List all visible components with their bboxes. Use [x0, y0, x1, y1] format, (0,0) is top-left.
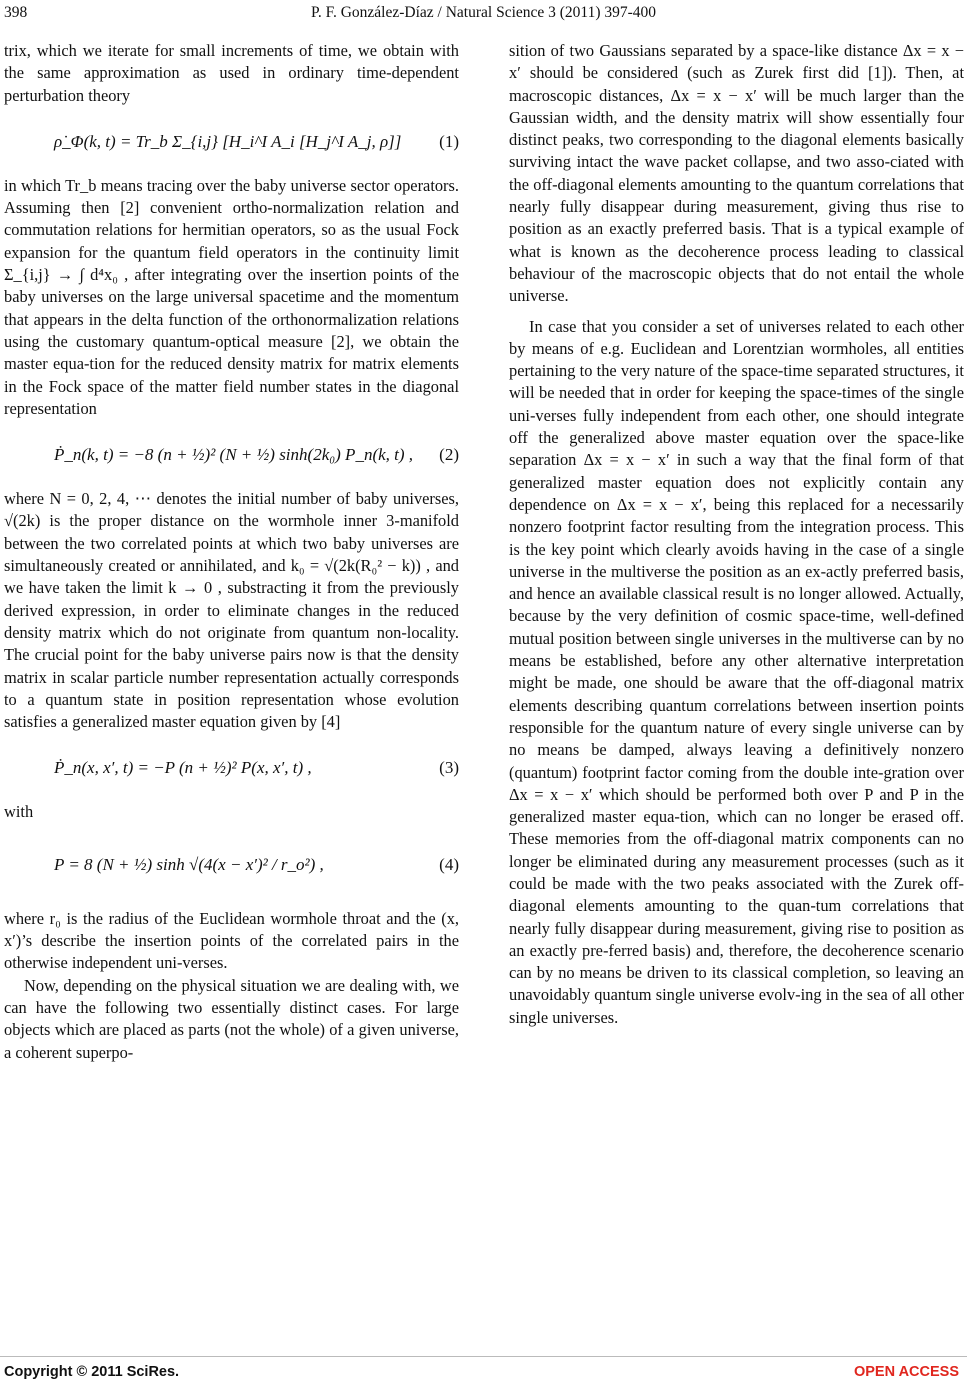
paragraph: sition of two Gaussians separated by a space-like distance Δx = x − x′ should be considered (such as Zurek first did [1]). Then, at macroscopic distances, Δx = x − x′ will be much larger than the Gaussian width, and the density matrix will show essentially four distinct peaks, two corresponding to the diagonal elements basically surviving intact the wave packet collapse, and two asso-ciated with the off-diagonal elements amounting to the quantum correlations that nearly fully disappear during measurement, giving thus rise to position as an exactly preferred basis. That is a typical example of what is known as the decoherence process leading to classical behaviour of the macroscopic objects that do not entail the whole universe. — [509, 41, 964, 306]
equation-body: Ṗ_n(x, x′, t) = −P (n + ½)² P(x, x′, t) , — [54, 758, 312, 778]
paragraph: where r₀ is the radius of the Euclidean wormhole throat and the (x, x′)’s describe the insertion points of the correlated pairs in the otherwise independent uni-verses. — [4, 908, 459, 973]
equation-1 — [4, 115, 459, 169]
equation-number: (4) — [439, 854, 459, 874]
paragraph: with — [4, 802, 34, 822]
equation-body: ρ̇_Φ(k, t) = Tr_b Σ_{i,j} [H_i^I A_i [H_j^I A_j, ρ]] — [54, 131, 402, 151]
paragraph: In case that you consider a set of universes related to each other by means of e.g. Euclidean and Lorentzian wormholes, all entities pertaining to the very nature of the space-time separated structures, it will be needed that in order for keeping the space-times of the single uni-verses fully independent from each other, one should integrate off the generalized above master equation over the space-like separation Δx = x − x′ in such a way that the final form of that generalized master equation does not explicitly contain any dependence on Δx = x − x′, being this replaced for a necessarily nonzero footprint factor resulting from the integration process. This is the key point which clearly avoids having in the case of a single universe in the multiverse the position as an ex-actly preferred basis, and hence an available classical result is no longer allowed. Actually, because by the very definition of cosmic space-time, well-defined mutual position between single universes in the multiverse can by no means be established, before any other alternative interpretation might be made, one should be aware that the off-diagonal matrix elements describing quantum correlations between insertion points responsible for the quantum nature of every single universe can by no means be damped, always leaving a definitively nonzero (quantum) footprint factor coming from the double inte-gration over Δx = x − x′ which should be performed both over P and P in the generalized master equa-tion, which can no longer be erased off. These memories from the off-diagonal matrix components can no longer be eliminated during any measurement processes (such as it could be made with the two peaks associated with the Zurek off-diagonal elements amounting to the quan-tum correlations that nearly fully disappear during measurement, giving rise to position as an exactly pre-ferred basis) and, therefore, the decoherence scenario can by no means be driven to its classical completion, so leaving an unavoidably quantum single universe evolv-ing in the sea of all other single universes. — [509, 316, 964, 1027]
equation-number: (1) — [439, 131, 459, 151]
equation-body: Ṗ_n(k, t) = −8 (n + ½)² (N + ½) sinh(2k₀) P_n(k, t) , — [54, 445, 414, 465]
page-number: 398 — [4, 4, 28, 21]
equation-body: P = 8 (N + ½) sinh √(4(x − x′)² / r_o²) , — [54, 854, 324, 874]
left-column — [4, 40, 459, 1064]
paragraph: Now, depending on the physical situation we are dealing with, we can have the following two essentially distinct cases. For large objects which are placed as parts (not the whole) of a given universe, a coherent superpo- — [4, 975, 459, 1062]
running-head: P. F. González-Díaz / Natural Science 3 (2011) 397-400 — [310, 4, 657, 21]
copyright-notice: Copyright © 2011 SciRes. — [4, 1364, 180, 1380]
footer-rule — [0, 1356, 967, 1357]
page-header — [0, 4, 967, 26]
equation-number: (3) — [439, 758, 459, 778]
right-column — [509, 40, 964, 1029]
equation-2 — [4, 428, 459, 482]
page-footer — [0, 1364, 967, 1384]
equation-number: (2) — [439, 445, 459, 465]
equation-3 — [4, 741, 459, 795]
equation-4 — [4, 832, 459, 902]
open-access-label: OPEN ACCESS — [853, 1364, 959, 1380]
paragraph: trix, which we iterate for small increments of time, we obtain with the same approximation as used in ordinary time-dependent perturbation theory — [4, 41, 459, 105]
paragraph: where N = 0, 2, 4, ⋯ denotes the initial number of baby universes, √(2k) is the proper distance on the wormhole inner 3-manifold between the two correlated points at which two baby universes are simultaneously created or annihilated, and k₀ = √(2k(R₀² − k)) , and we have taken the limit k → 0 , substracting it from the previously derived expression, in order to eliminate changes in the reduced density matrix which do not originate from quantum non-locality. The crucial point for the baby universe pairs now is that the density matrix in scalar particle number representation actually corresponds to a quantum state in position representation whose evolution satisfies a generalized master equation given by [4] — [4, 489, 459, 732]
paragraph: in which Tr_b means tracing over the baby universe sector operators. Assuming then [2] convenient ortho-normalization relation and commutation relations for hermitian operators, so as the usual Fock expansion for the quantum field operators in the continuity limit Σ_{i,j} → ∫ d⁴x₀ , after integrating over the insertion points of the baby universes on the large universal spacetime and the momentum that appears in the delta function of the orthonormalization relations using the customary quantum-optical measure [2], we obtain the master equa-tion for the reduced density matrix for matrix elements in the Fock space of the matter field number states in the diagonal representation — [4, 175, 459, 418]
